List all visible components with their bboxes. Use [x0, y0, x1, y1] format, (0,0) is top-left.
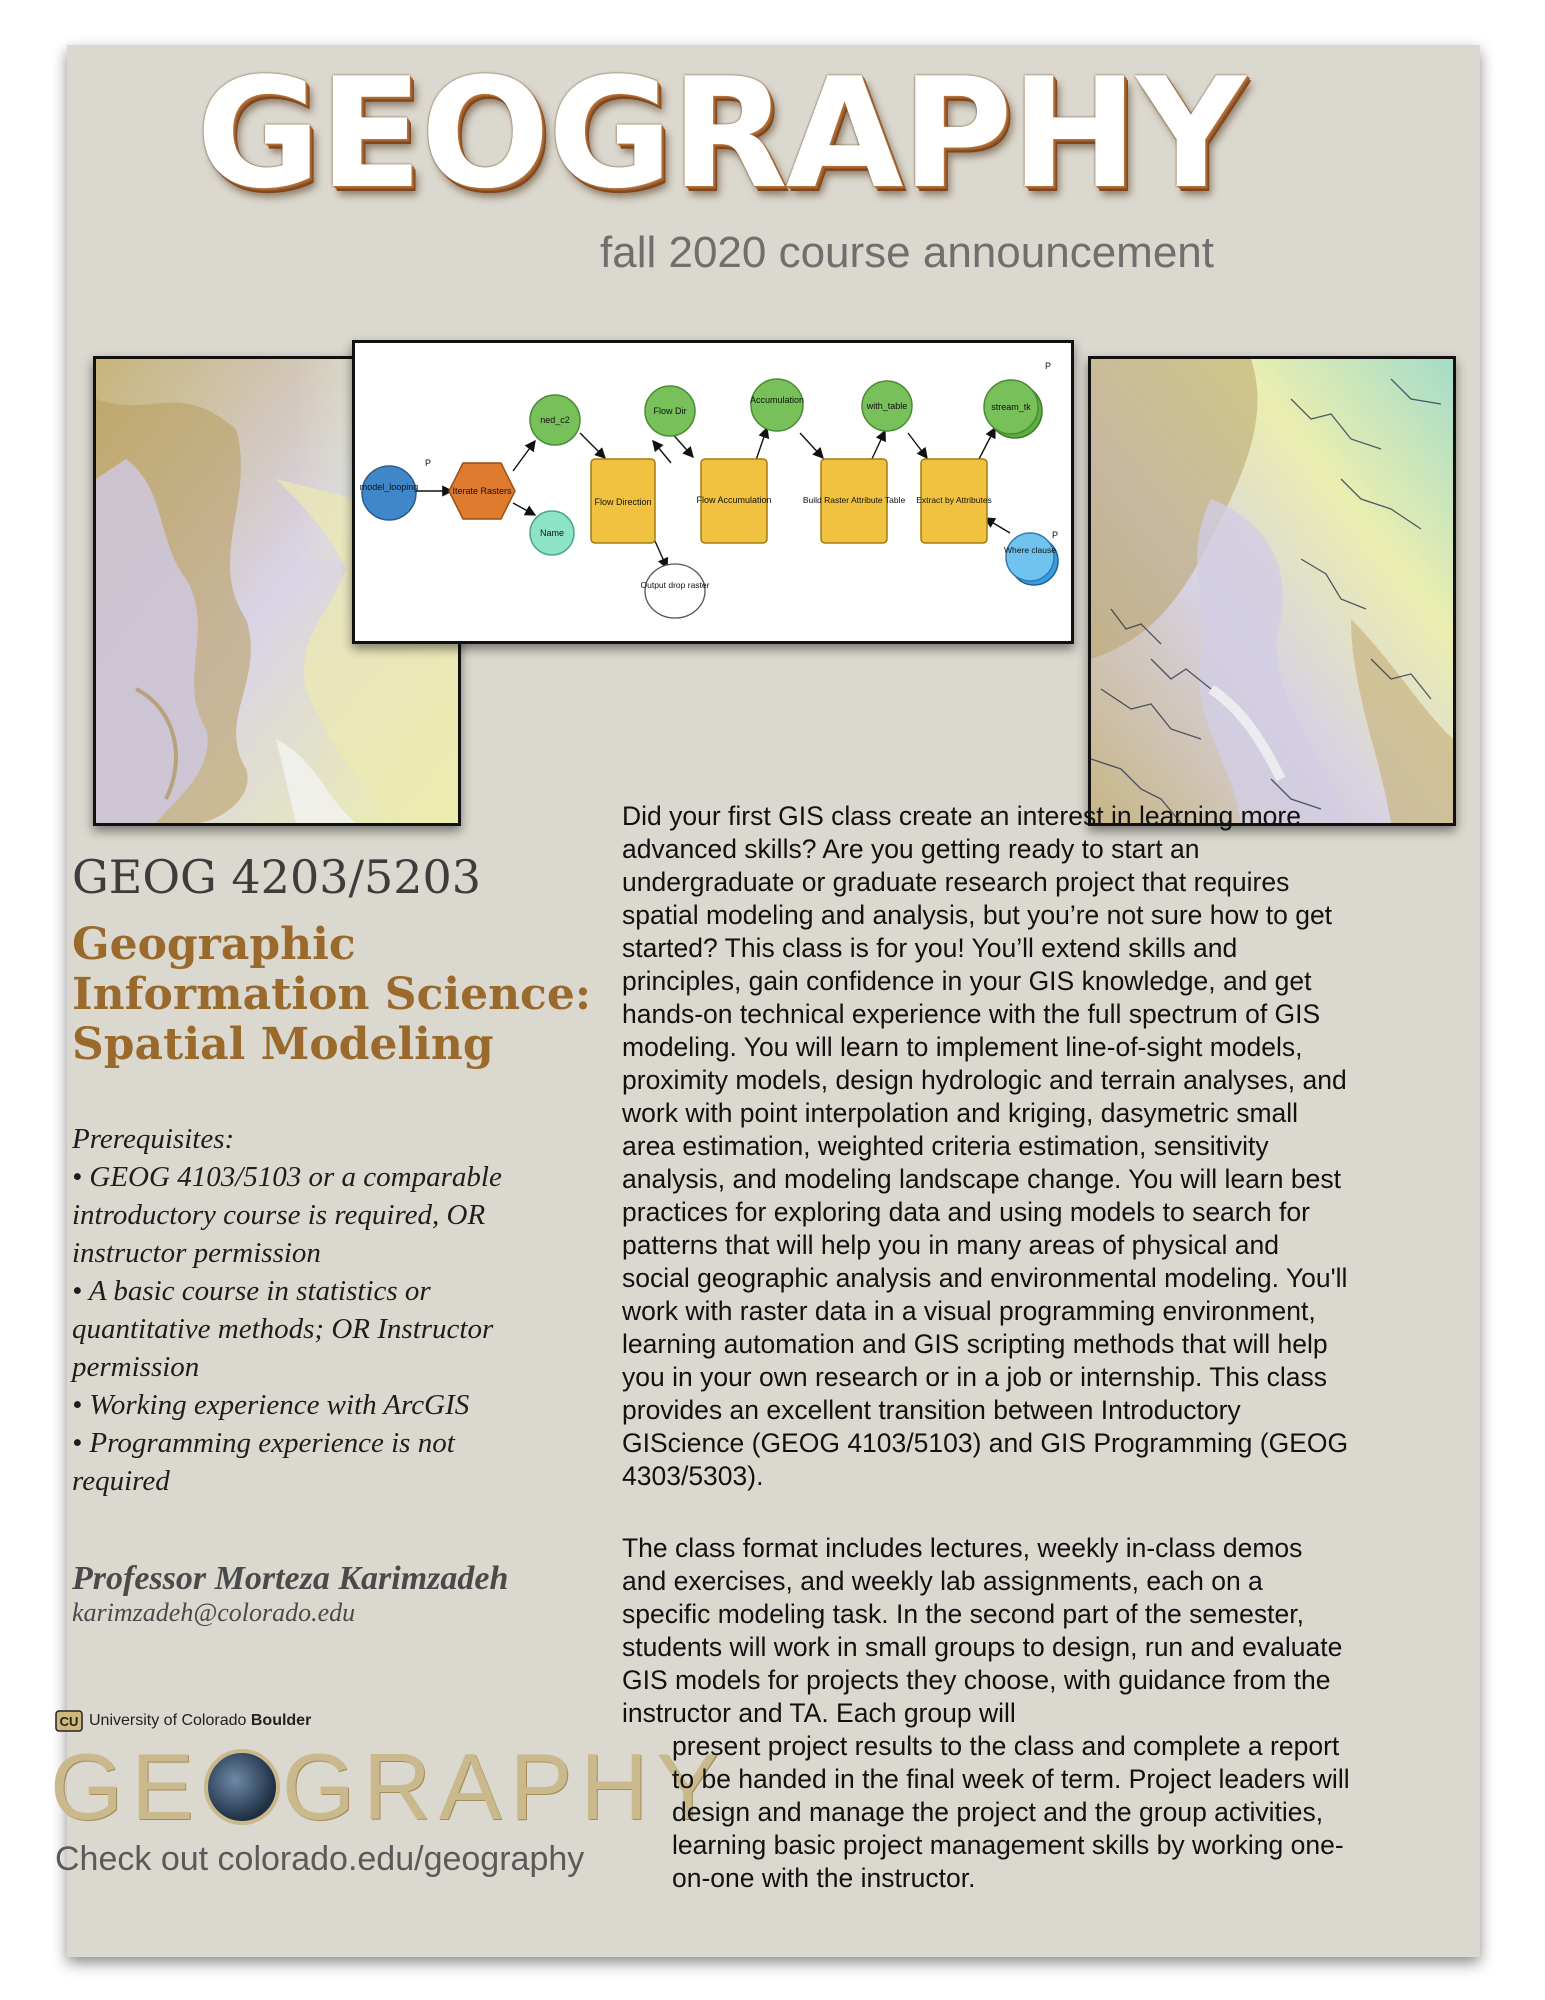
terrain-map-right	[1088, 356, 1456, 826]
professor-name: Professor Morteza Karimzadeh	[72, 1560, 509, 1597]
svg-text:Output drop raster: Output drop raster	[640, 580, 710, 590]
svg-text:P: P	[1052, 530, 1059, 540]
cu-boulder-logo	[55, 1710, 311, 1732]
svg-text:Name: Name	[539, 528, 565, 538]
geography-logo: GE GRAPHY	[50, 1734, 727, 1839]
professor-email[interactable]: karimzadeh@colorado.edu	[72, 1598, 356, 1627]
course-title-line-3: Spatial Modeling	[72, 1019, 494, 1070]
prerequisite-item: • A basic course in statistics or quantitative methods; OR Instructor permission	[72, 1275, 494, 1383]
svg-text:stream_tk: stream_tk	[991, 402, 1031, 412]
course-format	[622, 1532, 1352, 1895]
svg-text:Flow Direction: Flow Direction	[594, 497, 652, 507]
prerequisites-heading: Prerequisites:	[72, 1123, 235, 1155]
node-where-clause	[1006, 533, 1054, 581]
node-output-drop-raster	[645, 564, 705, 618]
description-paragraph-2a: The class format includes lectures, weekly in-class demos and exercises, and weekly lab assignments, each on a specific modeling task. In the second part of the semester, students will work in small groups to design, run and evaluate GIS models for projects they choose, with guidance from the instructor and TA. Each group will	[622, 1533, 1343, 1728]
svg-text:CU: CU	[59, 1714, 79, 1729]
svg-text:Iterate Rasters: Iterate Rasters	[452, 486, 512, 496]
node-model-looping-label: model_looping	[359, 482, 419, 492]
svg-text:Extract by Attributes: Extract by Attributes	[916, 495, 992, 505]
description-paragraph-1: Did your first GIS class create an interest in learning more advanced skills? Are you getting ready to start an undergraduate or graduate research project that requires spatial modeling and analysis, but you’re not sure how to get started? This class is for you! You’ll extend skills and principles, gain confidence in your GIS knowledge, and get hands-on technical experience with the full spectrum of GIS modeling. You will learn to implement line-of-sight models, proximity models, design hydrologic and terrain analyses, and work with point interpolation and kriging, dasymetric small area estimation, weighted criteria estimation, sensitivity analysis, and modeling landscape change. You will learn best practices for exploring data and using models to search for patterns that will help you in many areas of physical and social geographic analysis and environmental modeling. You'll work with raster data in a visual programming environment, learning automation and GIS scripting methods that will help you in your own research or in a job or internship. This class provides an excellent transition between Introductory GIScience (GEOG 4103/5103) and GIS Programming (GEOG 4303/5303).	[622, 801, 1349, 1491]
description-paragraph-2b: present project results to the class and complete a report to be handed in the final week of term. Project leaders will design and manage the project and the group activities, learning basic project management skills by working one-on-one with the instructor.	[672, 1731, 1350, 1893]
globe-icon	[204, 1749, 280, 1825]
svg-text:P: P	[425, 458, 432, 468]
svg-text:with_table: with_table	[866, 401, 908, 411]
course-title	[72, 920, 592, 1070]
svg-text:Flow Dir: Flow Dir	[653, 406, 687, 416]
geography-link[interactable]: Check out colorado.edu/geography	[55, 1840, 585, 1878]
svg-text:Flow Accumulation: Flow Accumulation	[696, 495, 772, 505]
page-title: GEOGRAPHY	[196, 45, 1244, 222]
prerequisite-item: • Programming experience is not required	[72, 1427, 455, 1497]
prerequisites	[72, 1120, 552, 1500]
svg-text:Build Raster Attribute Table: Build Raster Attribute Table	[802, 495, 906, 505]
node-accumulation	[751, 379, 803, 431]
course-description	[622, 800, 1352, 1493]
svg-text:ned_c2: ned_c2	[540, 415, 570, 425]
course-title-line-1: Geographic	[72, 919, 356, 970]
prerequisite-item: • GEOG 4103/5103 or a comparable introductory course is required, OR instructor permission	[72, 1161, 502, 1269]
svg-text:Where clause: Where clause	[1004, 545, 1056, 555]
cu-emblem-icon	[55, 1710, 83, 1732]
course-title-line-2: Information Science:	[72, 969, 592, 1020]
svg-text:P: P	[1045, 361, 1052, 371]
course-code: GEOG 4203/5203	[72, 850, 482, 904]
model-builder-diagram	[352, 340, 1074, 644]
cu-text: University of Colorado Boulder	[89, 1712, 312, 1729]
node-model-looping	[362, 466, 416, 520]
prerequisite-item: • Working experience with ArcGIS	[72, 1389, 470, 1421]
svg-text:Accumulation: Accumulation	[749, 395, 805, 405]
page-subtitle: fall 2020 course announcement	[600, 228, 1214, 277]
